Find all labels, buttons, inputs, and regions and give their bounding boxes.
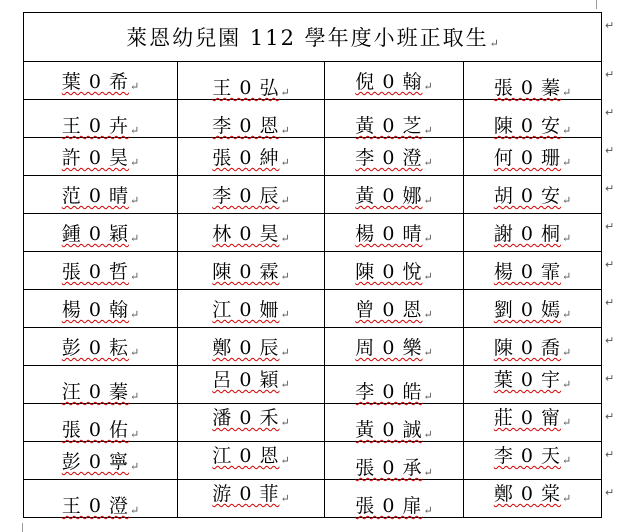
- name-cell[interactable]: [464, 252, 602, 290]
- name-cell[interactable]: [24, 176, 178, 214]
- paragraph-mark: ↵: [280, 454, 290, 467]
- table-row: [24, 366, 602, 404]
- student-name: 陳 0 悅: [355, 261, 423, 283]
- title-row: [24, 13, 602, 62]
- student-name: 莊 0 甯: [493, 407, 561, 429]
- cell-content: [355, 381, 432, 403]
- name-cell[interactable]: [24, 252, 178, 290]
- student-name: 陳 0 霖: [212, 261, 280, 283]
- cell-content: [212, 299, 289, 321]
- student-name: 周 0 樂: [355, 337, 423, 359]
- name-cell[interactable]: [24, 480, 178, 518]
- cell-content: [355, 223, 432, 245]
- paragraph-mark: ↵: [561, 86, 572, 99]
- cell-content: [494, 115, 571, 137]
- student-name: 鄭 0 辰: [212, 337, 280, 359]
- row-end-mark: ↵: [605, 295, 615, 309]
- student-name: 王 0 弘: [212, 77, 280, 99]
- cell-content: [212, 77, 289, 99]
- name-cell[interactable]: [464, 480, 602, 518]
- paragraph-mark: ↵: [129, 390, 140, 403]
- student-name: 葉 0 希: [61, 71, 129, 93]
- paragraph-mark: ↵: [129, 504, 140, 517]
- name-cell[interactable]: [178, 290, 325, 328]
- student-name: 潘 0 禾: [212, 407, 280, 429]
- table-row: [24, 100, 602, 138]
- name-cell[interactable]: [178, 404, 325, 442]
- name-cell[interactable]: [178, 176, 325, 214]
- student-name: 胡 0 安: [493, 185, 561, 207]
- name-cell[interactable]: [325, 366, 464, 404]
- student-name: 游 0 菲: [212, 483, 280, 505]
- name-cell[interactable]: [325, 176, 464, 214]
- paragraph-mark: ↵: [423, 232, 433, 245]
- cell-content: [212, 483, 289, 505]
- table-row: [24, 252, 602, 290]
- paragraph-mark: ↵: [423, 428, 433, 441]
- name-cell[interactable]: [325, 252, 464, 290]
- name-cell[interactable]: [325, 480, 464, 518]
- paragraph-mark: ↵: [423, 194, 433, 207]
- student-name: 李 0 皓: [355, 381, 423, 403]
- name-cell[interactable]: [24, 138, 178, 176]
- cell-content: [212, 147, 289, 169]
- cell-content: [212, 407, 289, 429]
- paragraph-mark: ↵: [561, 270, 572, 283]
- page-corner-mark: [596, 0, 606, 9]
- cell-content: [62, 495, 139, 517]
- name-cell[interactable]: [178, 480, 325, 518]
- table-row: [24, 214, 602, 252]
- student-name: 汪 0 蓁: [61, 381, 129, 403]
- paragraph-mark: ↵: [129, 80, 140, 93]
- student-name: 張 0 蓁: [493, 77, 561, 99]
- paragraph-mark: ↵: [129, 232, 140, 245]
- paragraph-mark: ↵: [280, 416, 290, 429]
- student-name: 張 0 佑: [61, 419, 129, 441]
- name-cell[interactable]: [325, 328, 464, 366]
- name-cell[interactable]: [325, 214, 464, 252]
- name-cell[interactable]: [464, 138, 602, 176]
- row-end-mark: ↵: [605, 371, 615, 385]
- paragraph-mark: ↵: [423, 124, 433, 137]
- student-name: 劉 0 嫣: [493, 299, 561, 321]
- paragraph-mark: ↵: [129, 156, 140, 169]
- student-name: 江 0 姍: [212, 299, 280, 321]
- student-name: 李 0 辰: [212, 185, 280, 207]
- name-cell[interactable]: [325, 290, 464, 328]
- row-end-mark: ↵: [605, 143, 615, 157]
- cell-content: [355, 147, 432, 169]
- cell-content: [494, 407, 571, 429]
- student-name: 鄭 0 棠: [493, 483, 561, 505]
- paragraph-mark: ↵: [561, 416, 572, 429]
- paragraph-mark: ↵: [280, 270, 290, 283]
- cell-content: [62, 451, 139, 473]
- row-end-mark: ↵: [605, 67, 615, 81]
- paragraph-mark: ↵: [561, 308, 572, 321]
- student-name: 范 0 晴: [61, 185, 129, 207]
- student-name: 張 0 扉: [355, 495, 423, 517]
- paragraph-mark: ↵: [423, 308, 433, 321]
- cell-content: [62, 223, 139, 245]
- row-end-mark: ↵: [605, 485, 615, 499]
- cell-content: [212, 115, 289, 137]
- name-cell[interactable]: [464, 404, 602, 442]
- student-name: 張 0 哲: [61, 261, 129, 283]
- name-cell[interactable]: [24, 62, 178, 100]
- student-name: 彭 0 耘: [61, 337, 129, 359]
- name-cell[interactable]: [24, 366, 178, 404]
- cell-content: [494, 299, 571, 321]
- paragraph-mark: ↵: [129, 194, 140, 207]
- cell-content: [494, 185, 571, 207]
- name-cell[interactable]: [178, 442, 325, 480]
- row-end-mark: ↵: [605, 105, 615, 119]
- student-name: 何 0 珊: [493, 147, 561, 169]
- cell-content: [62, 261, 139, 283]
- name-cell[interactable]: [464, 366, 602, 404]
- table-row: [24, 62, 602, 100]
- cell-content: [62, 185, 139, 207]
- student-name: 楊 0 晴: [355, 223, 423, 245]
- table-row: [24, 442, 602, 480]
- paragraph-mark: ↵: [423, 346, 433, 359]
- cell-content: [494, 261, 571, 283]
- paragraph-mark: ↵: [561, 194, 572, 207]
- name-cell[interactable]: [325, 100, 464, 138]
- cell-content: [212, 445, 289, 467]
- name-cell[interactable]: [24, 404, 178, 442]
- name-cell[interactable]: [178, 252, 325, 290]
- name-cell[interactable]: [325, 62, 464, 100]
- cell-content: [494, 483, 571, 505]
- cell-content: [355, 337, 432, 359]
- cell-content: [62, 381, 139, 403]
- paragraph-mark: ↵: [561, 454, 572, 467]
- student-name: 江 0 恩: [212, 445, 280, 467]
- paragraph-mark: ↵: [129, 346, 140, 359]
- name-cell[interactable]: [464, 176, 602, 214]
- paragraph-mark: ↵: [280, 156, 290, 169]
- table-row: [24, 404, 602, 442]
- cell-content: [355, 115, 432, 137]
- student-name: 王 0 澄: [61, 495, 129, 517]
- student-name: 鍾 0 穎: [61, 223, 129, 245]
- student-name: 黃 0 芝: [355, 115, 423, 137]
- student-name: 張 0 紳: [212, 147, 280, 169]
- cell-content: [494, 369, 571, 391]
- row-end-mark: ↵: [605, 257, 615, 271]
- cell-content: [62, 71, 139, 93]
- cell-content: [212, 369, 289, 391]
- cell-content: [494, 223, 571, 245]
- cell-content: [355, 261, 432, 283]
- student-name: 謝 0 桐: [493, 223, 561, 245]
- paragraph-mark: ↵: [561, 232, 572, 245]
- name-cell[interactable]: [178, 366, 325, 404]
- paragraph-mark: ↵: [561, 492, 572, 505]
- name-cell[interactable]: [325, 442, 464, 480]
- cell-content: [355, 299, 432, 321]
- cell-content: [212, 261, 289, 283]
- student-name: 張 0 承: [355, 457, 423, 479]
- cell-content: [62, 419, 139, 441]
- name-cell[interactable]: [24, 100, 178, 138]
- student-name: 倪 0 翰: [355, 71, 423, 93]
- name-cell[interactable]: [178, 62, 325, 100]
- student-name: 呂 0 穎: [212, 369, 280, 391]
- student-name: 彭 0 寧: [61, 451, 129, 473]
- paragraph-mark: ↵: [561, 346, 572, 359]
- paragraph-mark: ↵: [423, 466, 433, 479]
- name-cell[interactable]: [178, 328, 325, 366]
- student-name: 曾 0 恩: [355, 299, 423, 321]
- name-cell[interactable]: [464, 328, 602, 366]
- cell-content: [212, 337, 289, 359]
- table-title: 萊恩幼兒園 112 學年度小班正取生: [126, 26, 489, 50]
- paragraph-mark: ↵: [129, 124, 140, 137]
- table-row: [24, 480, 602, 518]
- paragraph-mark: ↵: [129, 460, 140, 473]
- name-cell[interactable]: [178, 138, 325, 176]
- paragraph-mark: ↵: [561, 124, 572, 137]
- student-name: 李 0 澄: [355, 147, 423, 169]
- name-cell[interactable]: [178, 100, 325, 138]
- cell-content: [355, 71, 432, 93]
- page-corner-mark: [22, 523, 32, 532]
- paragraph-mark: ↵: [280, 378, 290, 391]
- row-end-mark: ↵: [605, 409, 615, 423]
- paragraph-mark: ↵: [280, 308, 290, 321]
- table-row: [24, 138, 602, 176]
- paragraph-mark: ↵: [423, 504, 433, 517]
- name-cell[interactable]: [464, 214, 602, 252]
- row-end-mark: ↵: [605, 181, 615, 195]
- paragraph-mark: ↵: [129, 308, 140, 321]
- paragraph-mark: ↵: [489, 37, 499, 50]
- name-cell[interactable]: [464, 442, 602, 480]
- paragraph-mark: ↵: [423, 390, 433, 403]
- paragraph-mark: ↵: [280, 492, 290, 505]
- paragraph-mark: ↵: [423, 270, 433, 283]
- cell-content: [212, 185, 289, 207]
- student-name: 李 0 天: [493, 445, 561, 467]
- cell-content: [62, 115, 139, 137]
- paragraph-mark: ↵: [280, 124, 290, 137]
- student-name: 王 0 卉: [61, 115, 129, 137]
- table-row: [24, 290, 602, 328]
- paragraph-mark: ↵: [423, 156, 433, 169]
- cell-content: [355, 495, 432, 517]
- student-name: 李 0 恩: [212, 115, 280, 137]
- cell-content: [62, 299, 139, 321]
- cell-content: [212, 223, 289, 245]
- cell-content: [62, 337, 139, 359]
- student-name: 楊 0 翰: [61, 299, 129, 321]
- cell-content: [355, 419, 432, 441]
- cell-content: [355, 185, 432, 207]
- name-cell[interactable]: [178, 214, 325, 252]
- table-title-cell[interactable]: [24, 13, 602, 62]
- student-name: 陳 0 安: [493, 115, 561, 137]
- name-cell[interactable]: [464, 62, 602, 100]
- paragraph-mark: ↵: [280, 86, 290, 99]
- paragraph-mark: ↵: [280, 346, 290, 359]
- row-end-mark: ↵: [605, 333, 615, 347]
- name-cell[interactable]: [24, 328, 178, 366]
- student-name: 許 0 昊: [61, 147, 129, 169]
- row-end-mark: ↵: [605, 18, 615, 32]
- student-name: 黃 0 誠: [355, 419, 423, 441]
- name-cell[interactable]: [24, 442, 178, 480]
- paragraph-mark: ↵: [561, 156, 572, 169]
- paragraph-mark: ↵: [280, 232, 290, 245]
- cell-content: [494, 77, 571, 99]
- cell-content: [494, 337, 571, 359]
- admission-table: [23, 12, 602, 518]
- name-cell[interactable]: [325, 404, 464, 442]
- name-cell[interactable]: [24, 214, 178, 252]
- name-cell[interactable]: [325, 138, 464, 176]
- student-name: 陳 0 喬: [493, 337, 561, 359]
- paragraph-mark: ↵: [129, 270, 140, 283]
- name-cell[interactable]: [464, 100, 602, 138]
- cell-content: [494, 147, 571, 169]
- cell-content: [355, 457, 432, 479]
- paragraph-mark: ↵: [280, 194, 290, 207]
- name-cell[interactable]: [24, 290, 178, 328]
- cell-content: [62, 147, 139, 169]
- row-end-mark: ↵: [605, 447, 615, 461]
- student-name: 黃 0 娜: [355, 185, 423, 207]
- paragraph-mark: ↵: [129, 428, 140, 441]
- name-cell[interactable]: [464, 290, 602, 328]
- table-row: [24, 328, 602, 366]
- cell-content: [494, 445, 571, 467]
- paragraph-mark: ↵: [561, 378, 572, 391]
- row-end-mark: ↵: [605, 219, 615, 233]
- student-name: 楊 0 霏: [493, 261, 561, 283]
- paragraph-mark: ↵: [423, 80, 433, 93]
- table-row: [24, 176, 602, 214]
- student-name: 林 0 昊: [212, 223, 280, 245]
- student-name: 葉 0 宇: [493, 369, 561, 391]
